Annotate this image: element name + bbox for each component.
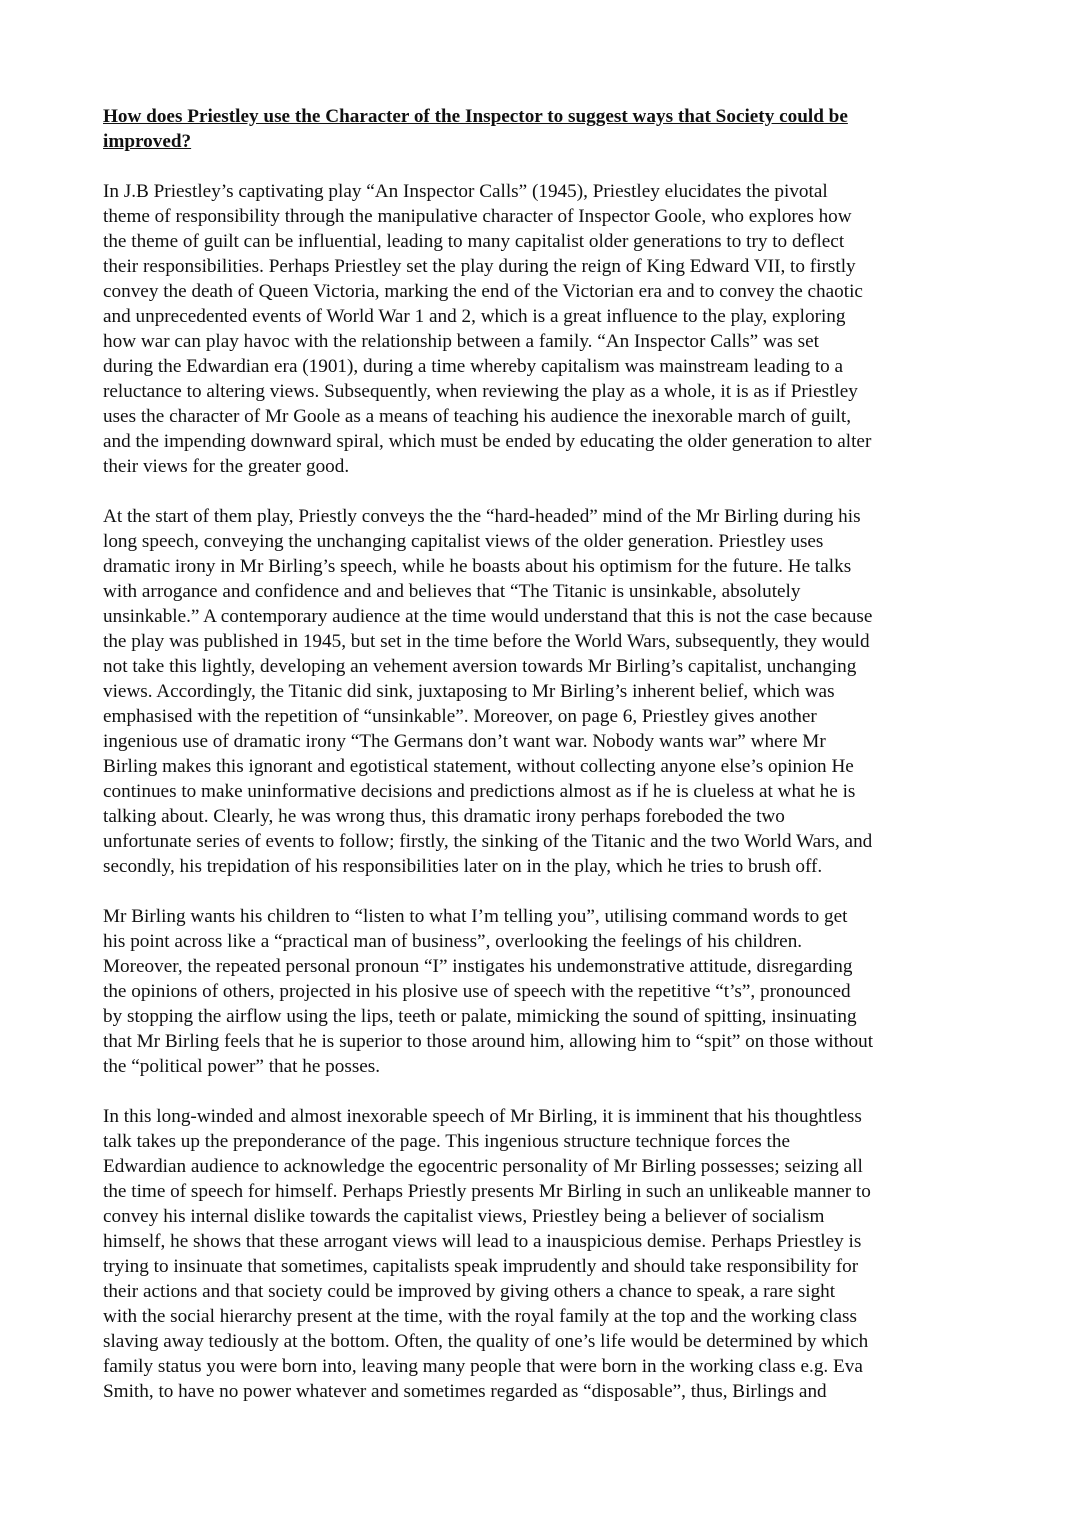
text-line: reluctance to altering views. Subsequently, when reviewing the play as a whole, it is as if Priestley	[103, 381, 858, 402]
text-line: their responsibilities. Perhaps Priestley set the play during the reign of King Edward VII, to firstly	[103, 256, 856, 277]
text-line: Mr Birling wants his children to “listen to what I’m telling you”, utilising command words to get	[103, 906, 848, 927]
text-line: that Mr Birling feels that he is superior to those around him, allowing him to “spit” on those without	[103, 1031, 874, 1052]
text-line: their actions and that society could be improved by giving others a chance to speak, a rare sight	[103, 1281, 836, 1302]
text-line: talk takes up the preponderance of the page. This ingenious structure technique forces the	[103, 1131, 790, 1152]
text-line: secondly, his trepidation of his responsibilities later on in the play, which he tries to brush off.	[103, 856, 823, 877]
paragraph-long-speech	[103, 1104, 979, 1404]
text-line: At the start of them play, Priestly conveys the the “hard-headed” mind of the Mr Birling during his	[103, 506, 861, 527]
text-line: the theme of guilt can be influential, leading to many capitalist older generations to try to deflect	[103, 231, 845, 252]
text-line: talking about. Clearly, he was wrong thus, this dramatic irony perhaps foreboded the two	[103, 806, 785, 827]
text-line: the opinions of others, projected in his plosive use of speech with the repetitive “t’s”, pronounced	[103, 981, 851, 1002]
text-line: the play was published in 1945, but set in the time before the World Wars, subsequently, they would	[103, 631, 870, 652]
text-line: unsinkable.” A contemporary audience at the time would understand that this is not the case because	[103, 606, 873, 627]
text-line: ingenious use of dramatic irony “The Germans don’t want war. Nobody wants war” where Mr	[103, 731, 826, 752]
text-line: family status you were born into, leaving many people that were born in the working class e.g. Eva	[103, 1356, 863, 1377]
text-line: how war can play havoc with the relationship between a family. “An Inspector Calls” was set	[103, 331, 819, 352]
paragraph-start-of-play	[103, 504, 979, 879]
text-line: convey his internal dislike towards the capitalist views, Priestley being a believer of socialism	[103, 1206, 825, 1227]
text-line: during the Edwardian era (1901), during a time whereby capitalism was mainstream leading to a	[103, 356, 844, 377]
text-line: In J.B Priestley’s captivating play “An Inspector Calls” (1945), Priestley elucidates the pivotal	[103, 181, 828, 202]
text-line: long speech, conveying the unchanging capitalist views of the older generation. Priestley uses	[103, 531, 824, 552]
text-line: Smith, to have no power whatever and sometimes regarded as “disposable”, thus, Birlings and	[103, 1381, 827, 1402]
text-line: his point across like a “practical man of business”, overlooking the feelings of his children.	[103, 931, 803, 952]
text-line: with the social hierarchy present at the time, with the royal family at the top and the working class	[103, 1306, 857, 1327]
text-line: Moreover, the repeated personal pronoun “I” instigates his undemonstrative attitude, disregarding	[103, 956, 853, 977]
text-line: emphasised with the repetition of “unsinkable”. Moreover, on page 6, Priestley gives another	[103, 706, 817, 727]
text-line: Edwardian audience to acknowledge the egocentric personality of Mr Birling possesses; seizing all	[103, 1156, 863, 1177]
text-line: not take this lightly, developing an vehement aversion towards Mr Birling’s capitalist, unchanging	[103, 656, 857, 677]
text-line: by stopping the airflow using the lips, teeth or palate, mimicking the sound of spitting, insinuating	[103, 1006, 857, 1027]
text-line: In this long-winded and almost inexorable speech of Mr Birling, it is imminent that his thoughtless	[103, 1106, 862, 1127]
essay-title	[103, 104, 979, 154]
text-line: with arrogance and confidence and and believes that “The Titanic is unsinkable, absolutely	[103, 581, 801, 602]
paragraph-children	[103, 904, 979, 1079]
title-line: How does Priestley use the Character of the Inspector to suggest ways that Society could be	[103, 106, 848, 127]
text-line: uses the character of Mr Goole as a means of teaching his audience the inexorable march of guilt,	[103, 406, 852, 427]
document-page	[103, 104, 979, 1429]
text-line: their views for the greater good.	[103, 456, 350, 477]
title-line: improved?	[103, 131, 192, 152]
text-line: the “political power” that he posses.	[103, 1056, 381, 1077]
text-line: views. Accordingly, the Titanic did sink, juxtaposing to Mr Birling’s inherent belief, which was	[103, 681, 835, 702]
text-line: and unprecedented events of World War 1 and 2, which is a great influence to the play, exploring	[103, 306, 846, 327]
text-line: himself, he shows that these arrogant views will lead to a inauspicious demise. Perhaps Priestley is	[103, 1231, 862, 1252]
text-line: dramatic irony in Mr Birling’s speech, while he boasts about his optimism for the future. He talks	[103, 556, 852, 577]
text-line: Birling makes this ignorant and egotistical statement, without collecting anyone else’s opinion He	[103, 756, 854, 777]
paragraph-intro	[103, 179, 979, 479]
text-line: theme of responsibility through the manipulative character of Inspector Goole, who explores how	[103, 206, 852, 227]
text-line: slaving away tediously at the bottom. Often, the quality of one’s life would be determined by which	[103, 1331, 869, 1352]
text-line: and the impending downward spiral, which must be ended by educating the older generation to alter	[103, 431, 872, 452]
text-line: unfortunate series of events to follow; firstly, the sinking of the Titanic and the two World Wars, and	[103, 831, 873, 852]
text-line: convey the death of Queen Victoria, marking the end of the Victorian era and to convey the chaotic	[103, 281, 863, 302]
text-line: trying to insinuate that sometimes, capitalists speak imprudently and should take responsibility for	[103, 1256, 859, 1277]
text-line: continues to make uninformative decisions and predictions almost as if he is clueless at what he is	[103, 781, 856, 802]
text-line: the time of speech for himself. Perhaps Priestly presents Mr Birling in such an unlikeable manner to	[103, 1181, 871, 1202]
